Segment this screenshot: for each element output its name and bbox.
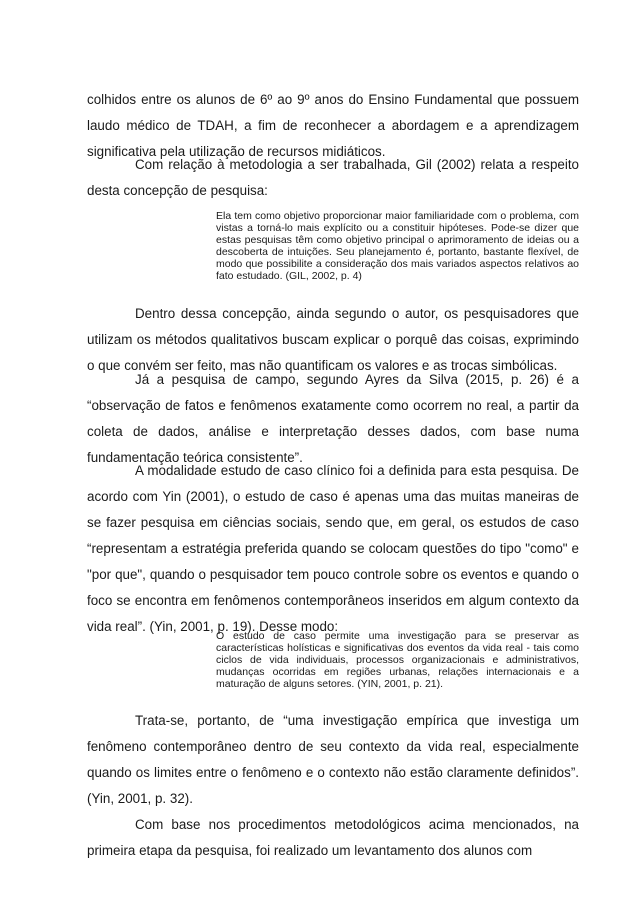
paragraph-1: colhidos entre os alunos de 6º ao 9º anos do Ensino Fundamental que possuem laudo médico de TDAH, a fim de reconhecer a abordagem e a aprendizagem significativa pela utilização de recursos midiáticos. <box>87 92 579 159</box>
paragraph-5: A modalidade estudo de caso clínico foi a definida para esta pesquisa. De acordo com Yin (2001), o estudo de caso é apenas uma das muitas maneiras de se fazer pesquisa em ciências sociais, sendo que, em geral, os estudos de caso “representam a estratégia preferida quando se colocam questões do tipo "como" e "por que", quando o pesquisador tem pouco controle sobre os eventos e quando o foco se encontra em fenômenos contemporâneos inseridos em algum contexto da vida real”. (Yin, 2001, p. 19). Desse modo: <box>87 463 579 634</box>
paragraph-4: Já a pesquisa de campo, segundo Ayres da Silva (2015, p. 26) é a “observação de fatos e fenômenos exatamente como ocorrem no real, a partir da coleta de dados, análise e interpretação desses dados, com base numa fundamentação teórica consistente”. <box>87 372 579 465</box>
paragraph-6: Trata-se, portanto, de “uma investigação empírica que investiga um fenômeno contemporâneo dentro de seu contexto da vida real, especialmente quando os limites entre o fenômeno e o contexto não estão claramente definidos”. (Yin, 2001, p. 32). <box>87 713 579 806</box>
paragraph-2: Com relação à metodologia a ser trabalhada, Gil (2002) relata a respeito desta concepção de pesquisa: <box>87 157 579 198</box>
block-quote-1: Ela tem como objetivo proporcionar maior familiaridade com o problema, com vistas a torná-lo mais explícito ou a constituir hipóteses. Pode-se dizer que estas pesquisas têm como objetivo principal o aprimoramento de ideias ou a descoberta de intuições. Seu planejamento é, portanto, bastante flexível, de modo que possibilite a consideração dos mais variados aspectos relativos ao fato estudado. (GIL, 2002, p. 4) <box>216 210 579 282</box>
paragraph-3: Dentro dessa concepção, ainda segundo o autor, os pesquisadores que utilizam os métodos qualitativos buscam explicar o porquê das coisas, exprimindo o que convém ser feito, mas não quantificam os valores e as trocas simbólicas. <box>87 306 579 373</box>
paragraph-7: Com base nos procedimentos metodológicos acima mencionados, na primeira etapa da pesquisa, foi realizado um levantamento dos alunos com <box>87 817 579 858</box>
block-quote-2: O estudo de caso permite uma investigação para se preservar as características holísticas e significativas dos eventos da vida real - tais como ciclos de vida individuais, processos organizacionais e administrativos, mudanças ocorridas em regiões urbanas, relações internacionais e a maturação de alguns setores. (YIN, 2001, p. 21). <box>216 630 579 690</box>
